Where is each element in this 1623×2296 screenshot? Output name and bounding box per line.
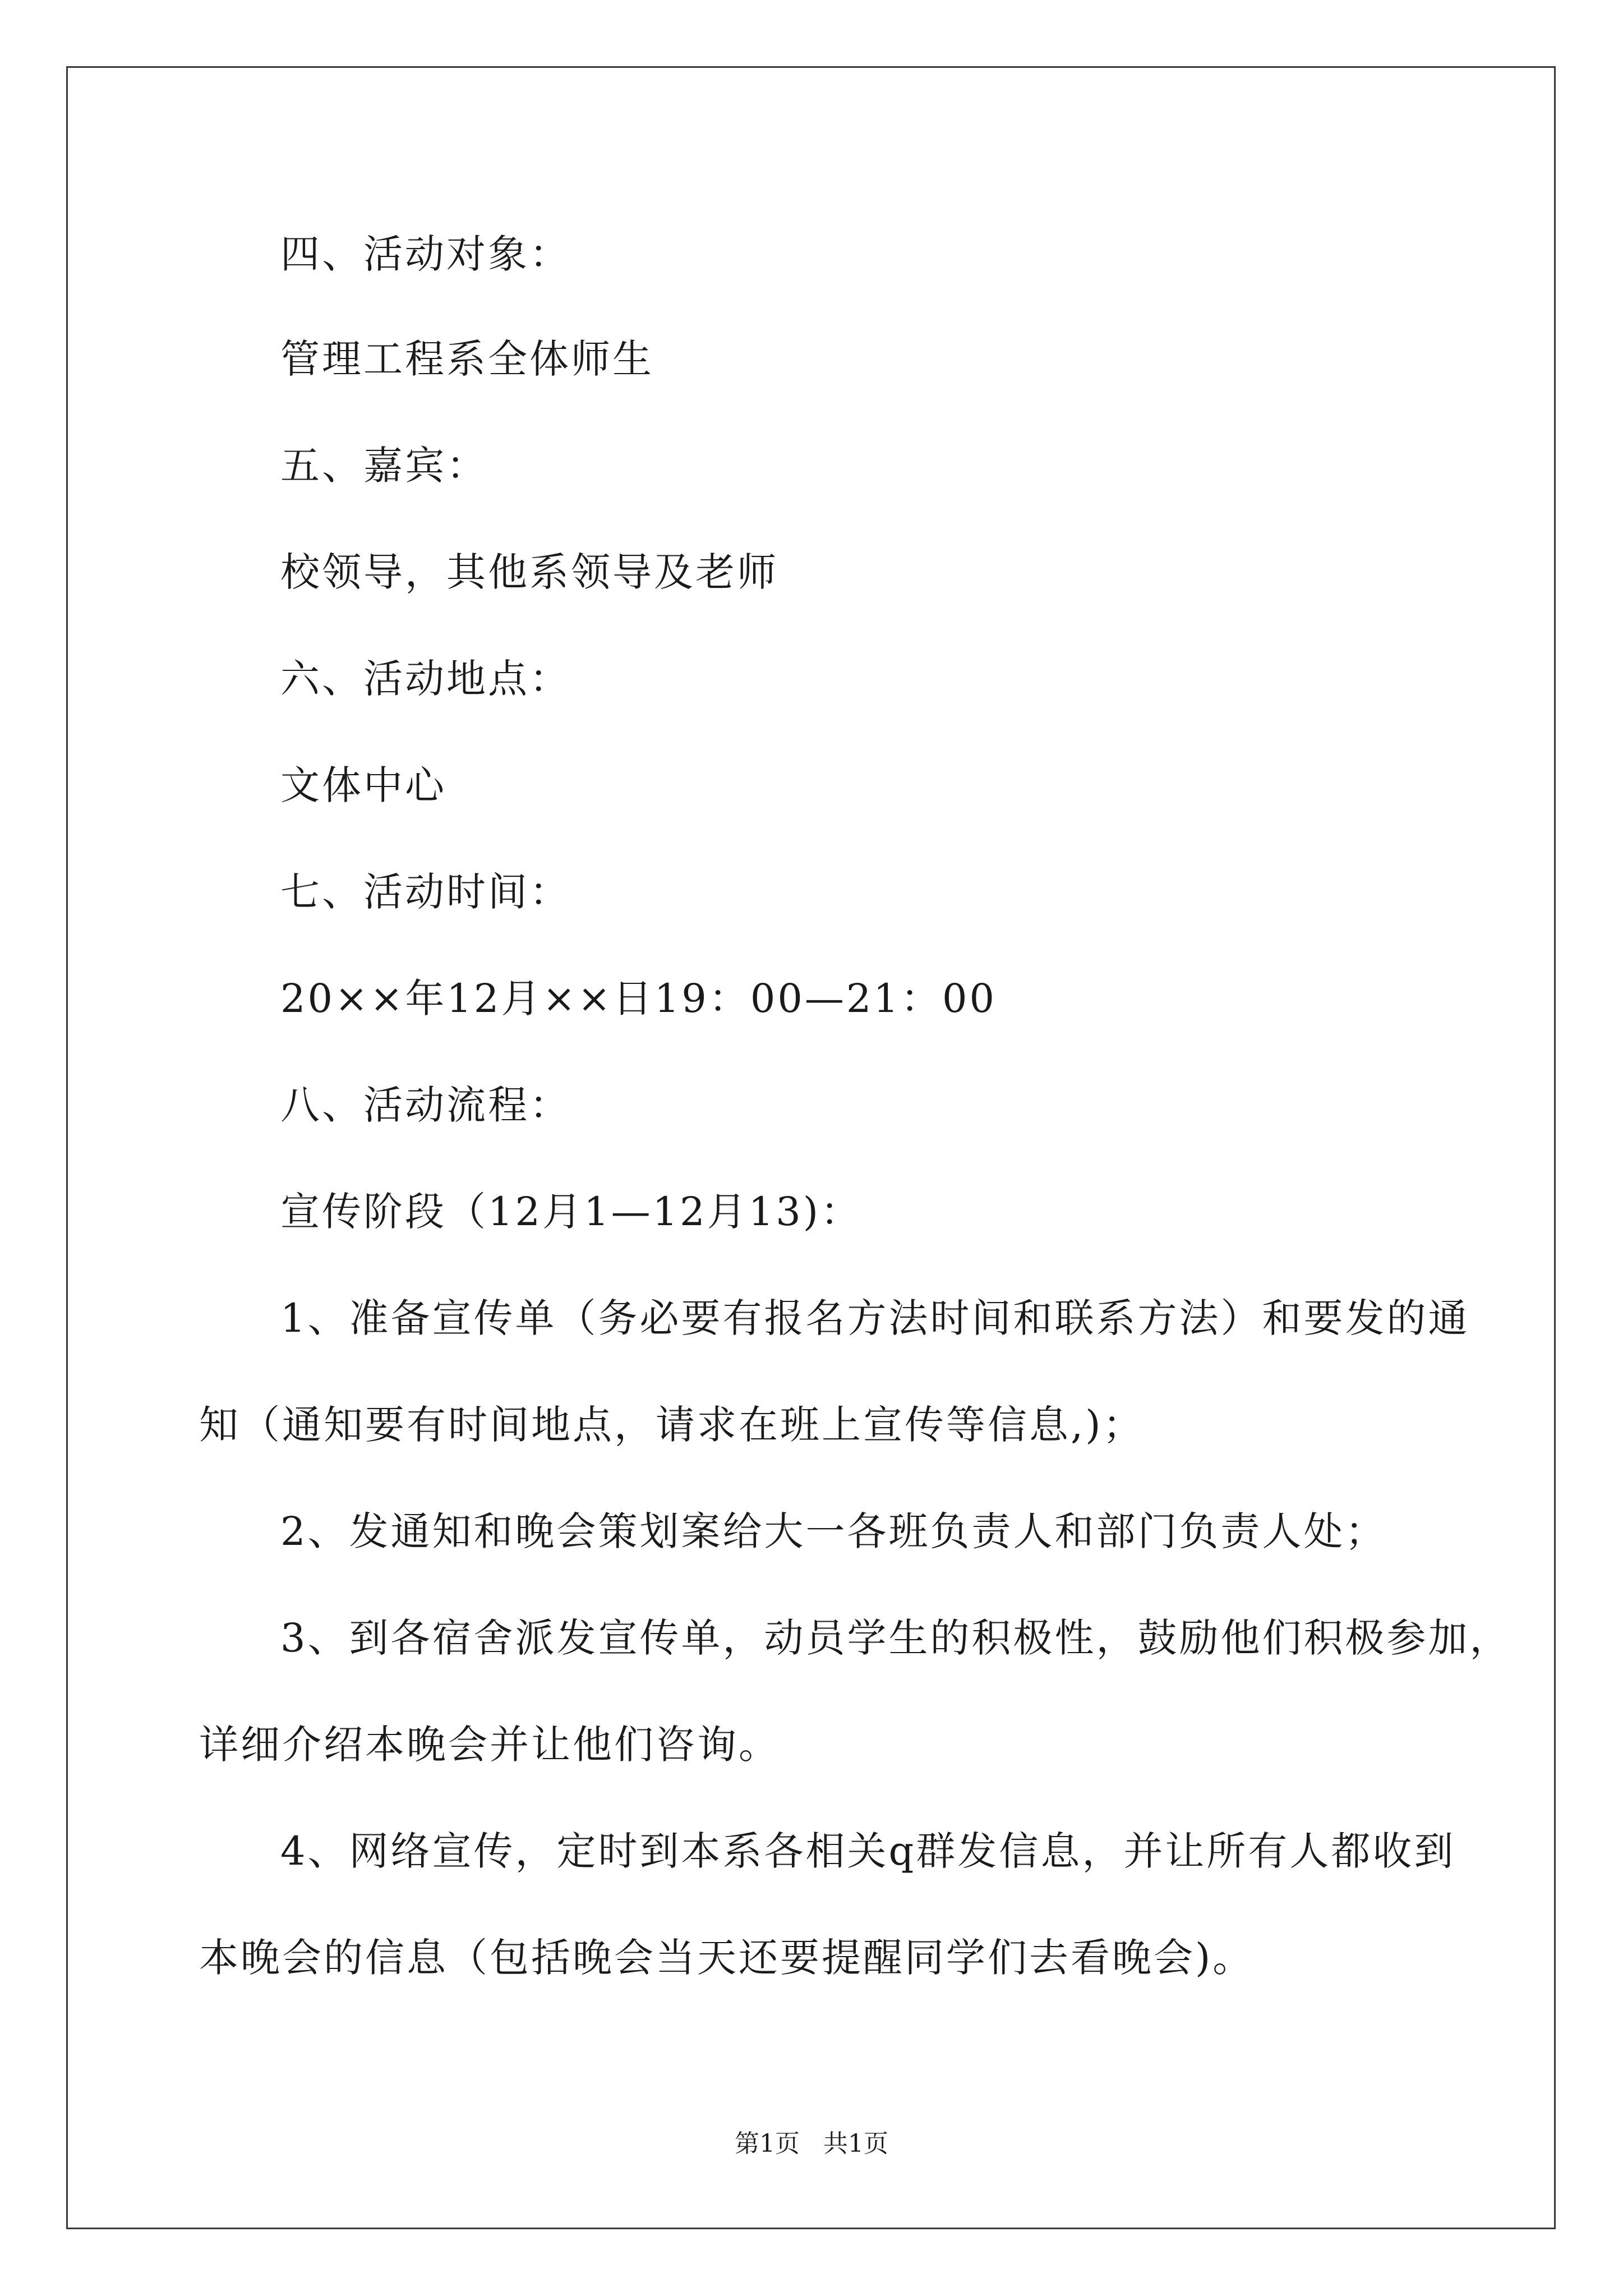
page-border xyxy=(66,66,1556,2229)
paragraph-activity-location: 文体中心 xyxy=(280,762,446,808)
paragraph-step-4-line-2: 本晚会的信息（包括晚会当天还要提醒同学们去看晚会)。 xyxy=(199,1935,1255,1981)
paragraph-activity-target: 管理工程系全体师生 xyxy=(280,336,654,382)
page-total: 共1页 xyxy=(823,2129,888,2158)
paragraph-step-3-line-1: 3、到各宿舍派发宣传单，动员学生的积极性，鼓励他们积极参加， xyxy=(280,1615,1511,1661)
paragraph-guests: 校领导，其他系领导及老师 xyxy=(280,549,778,595)
paragraph-step-4-line-1: 4、网络宣传，定时到本系各相关q群发信息，并让所有人都收到 xyxy=(280,1828,1456,1874)
paragraph-step-2: 2、发通知和晚会策划案给大一各班负责人和部门负责人处； xyxy=(280,1508,1387,1554)
heading-activity-target: 四、活动对象： xyxy=(280,231,571,277)
heading-guests: 五、嘉宾： xyxy=(280,443,488,489)
heading-activity-location: 六、活动地点： xyxy=(280,656,571,702)
paragraph-activity-time: 20××年12月××日19：00—21：00 xyxy=(280,976,997,1022)
paragraph-step-1-line-1: 1、准备宣传单（务必要有报名方法时间和联系方法）和要发的通 xyxy=(280,1295,1470,1341)
heading-activity-process: 八、活动流程： xyxy=(280,1082,571,1128)
page-number: 第1页 xyxy=(735,2129,800,2158)
heading-activity-time: 七、活动时间： xyxy=(280,869,571,915)
paragraph-promotion-stage: 宣传阶段（12月1—12月13)： xyxy=(280,1189,863,1235)
paragraph-step-1-line-2: 知（通知要有时间地点，请求在班上宣传等信息,)； xyxy=(199,1402,1145,1448)
paragraph-step-3-line-2: 详细介绍本晚会并让他们咨询。 xyxy=(199,1722,780,1768)
page-footer xyxy=(0,2129,1623,2158)
